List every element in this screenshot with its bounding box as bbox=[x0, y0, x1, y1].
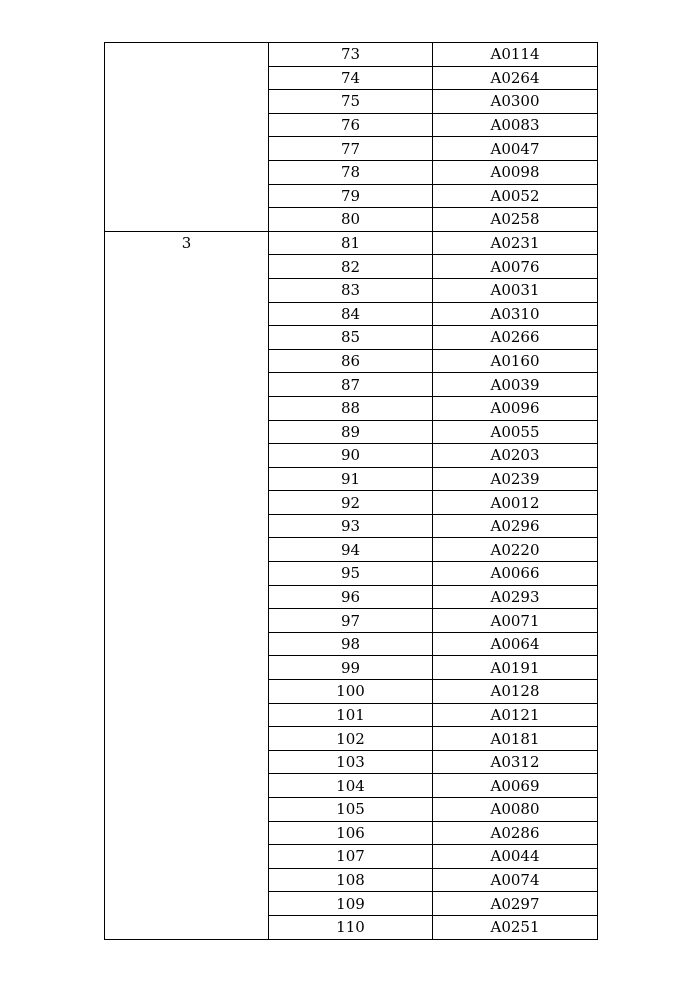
row-number-cell: 89 bbox=[269, 420, 433, 444]
code-cell: A0074 bbox=[433, 868, 598, 892]
code-cell: A0191 bbox=[433, 656, 598, 680]
code-cell: A0076 bbox=[433, 255, 598, 279]
row-number-cell: 81 bbox=[269, 231, 433, 255]
code-cell: A0064 bbox=[433, 632, 598, 656]
row-number-cell: 102 bbox=[269, 727, 433, 751]
code-cell: A0066 bbox=[433, 562, 598, 586]
code-cell: A0098 bbox=[433, 160, 598, 184]
code-cell: A0160 bbox=[433, 349, 598, 373]
row-number-cell: 103 bbox=[269, 750, 433, 774]
table-row bbox=[105, 231, 598, 255]
row-number-cell: 110 bbox=[269, 915, 433, 939]
group-label-cell bbox=[105, 43, 269, 232]
row-number-cell: 83 bbox=[269, 278, 433, 302]
row-number-cell: 77 bbox=[269, 137, 433, 161]
row-number-cell: 82 bbox=[269, 255, 433, 279]
row-number-cell: 96 bbox=[269, 585, 433, 609]
code-cell: A0300 bbox=[433, 90, 598, 114]
code-cell: A0080 bbox=[433, 798, 598, 822]
group-label-cell: 3 bbox=[105, 231, 269, 939]
code-cell: A0266 bbox=[433, 326, 598, 350]
row-number-cell: 98 bbox=[269, 632, 433, 656]
code-cell: A0312 bbox=[433, 750, 598, 774]
code-cell: A0071 bbox=[433, 609, 598, 633]
row-number-cell: 76 bbox=[269, 113, 433, 137]
row-number-cell: 80 bbox=[269, 208, 433, 232]
code-cell: A0231 bbox=[433, 231, 598, 255]
row-number-cell: 95 bbox=[269, 562, 433, 586]
row-number-cell: 90 bbox=[269, 444, 433, 468]
code-cell: A0251 bbox=[433, 915, 598, 939]
row-number-cell: 106 bbox=[269, 821, 433, 845]
row-number-cell: 109 bbox=[269, 892, 433, 916]
row-number-cell: 93 bbox=[269, 514, 433, 538]
code-cell: A0052 bbox=[433, 184, 598, 208]
row-number-cell: 73 bbox=[269, 43, 433, 67]
row-number-cell: 75 bbox=[269, 90, 433, 114]
code-cell: A0258 bbox=[433, 208, 598, 232]
code-cell: A0069 bbox=[433, 774, 598, 798]
row-number-cell: 100 bbox=[269, 680, 433, 704]
code-cell: A0083 bbox=[433, 113, 598, 137]
code-cell: A0039 bbox=[433, 373, 598, 397]
row-number-cell: 99 bbox=[269, 656, 433, 680]
row-number-cell: 79 bbox=[269, 184, 433, 208]
row-number-cell: 74 bbox=[269, 66, 433, 90]
code-cell: A0128 bbox=[433, 680, 598, 704]
row-number-cell: 108 bbox=[269, 868, 433, 892]
code-cell: A0047 bbox=[433, 137, 598, 161]
code-cell: A0264 bbox=[433, 66, 598, 90]
assignment-table bbox=[104, 42, 598, 940]
code-cell: A0031 bbox=[433, 278, 598, 302]
code-cell: A0044 bbox=[433, 845, 598, 869]
code-cell: A0096 bbox=[433, 396, 598, 420]
row-number-cell: 78 bbox=[269, 160, 433, 184]
code-cell: A0114 bbox=[433, 43, 598, 67]
row-number-cell: 91 bbox=[269, 467, 433, 491]
row-number-cell: 85 bbox=[269, 326, 433, 350]
code-cell: A0296 bbox=[433, 514, 598, 538]
row-number-cell: 107 bbox=[269, 845, 433, 869]
row-number-cell: 92 bbox=[269, 491, 433, 515]
code-cell: A0297 bbox=[433, 892, 598, 916]
code-cell: A0055 bbox=[433, 420, 598, 444]
code-cell: A0286 bbox=[433, 821, 598, 845]
row-number-cell: 86 bbox=[269, 349, 433, 373]
code-cell: A0181 bbox=[433, 727, 598, 751]
code-cell: A0293 bbox=[433, 585, 598, 609]
code-cell: A0203 bbox=[433, 444, 598, 468]
code-cell: A0239 bbox=[433, 467, 598, 491]
code-cell: A0012 bbox=[433, 491, 598, 515]
table-row bbox=[105, 43, 598, 67]
row-number-cell: 104 bbox=[269, 774, 433, 798]
row-number-cell: 97 bbox=[269, 609, 433, 633]
row-number-cell: 88 bbox=[269, 396, 433, 420]
row-number-cell: 87 bbox=[269, 373, 433, 397]
row-number-cell: 94 bbox=[269, 538, 433, 562]
code-cell: A0121 bbox=[433, 703, 598, 727]
code-cell: A0310 bbox=[433, 302, 598, 326]
code-cell: A0220 bbox=[433, 538, 598, 562]
row-number-cell: 84 bbox=[269, 302, 433, 326]
row-number-cell: 101 bbox=[269, 703, 433, 727]
row-number-cell: 105 bbox=[269, 798, 433, 822]
table-body bbox=[105, 43, 598, 940]
